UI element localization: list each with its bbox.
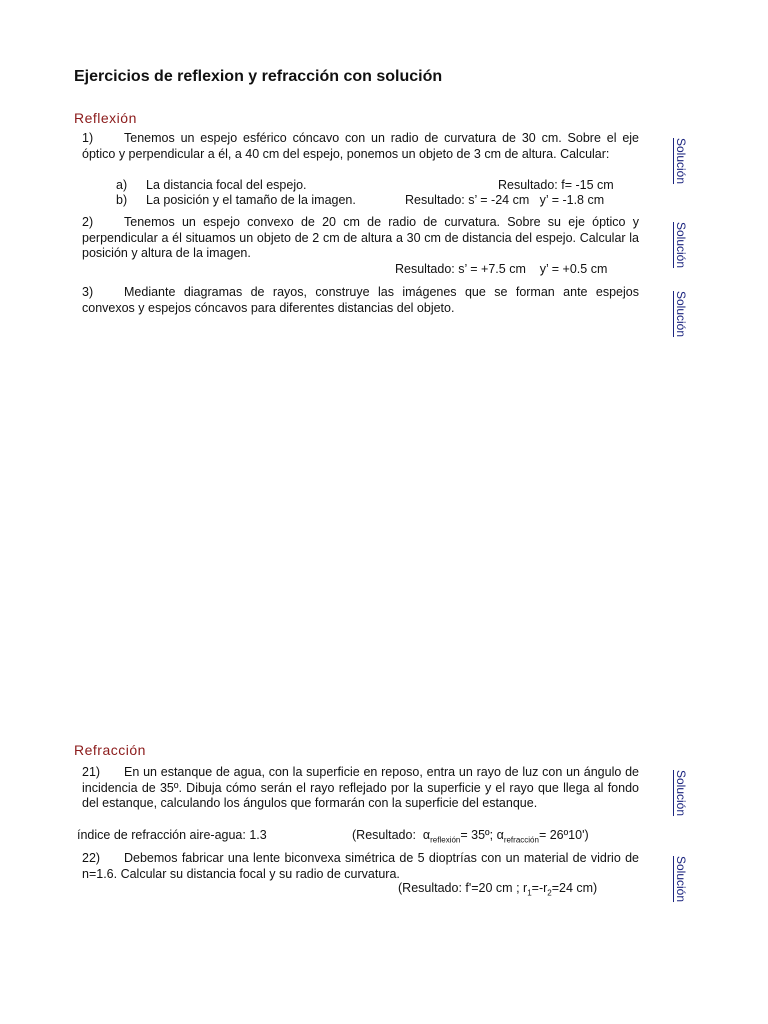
exercise-text: Tenemos un espejo esférico cóncavo con un radio de curvatura de 30 cm. Sobre el eje óptico y perpendicular a él, a 40 cm del espejo, ponemos un objeto de 3 cm de altura. Calcular:: [82, 131, 639, 161]
solution-link-1[interactable]: Solución: [674, 138, 688, 185]
result-21: [352, 828, 589, 845]
exercise-2: [82, 215, 639, 262]
page-title: Ejercicios de reflexion y refracción con solución: [74, 68, 443, 85]
result-part: =-r: [531, 881, 548, 895]
result-prefix: (Resultado:: [352, 828, 416, 842]
sub-label: b): [116, 193, 128, 207]
sub-label: a): [116, 178, 128, 192]
subscript-2: 2: [547, 888, 552, 898]
refraccion-subscript: refracción: [503, 835, 539, 845]
exercise-number: 1): [82, 131, 94, 145]
solution-link-2[interactable]: Solución: [674, 222, 688, 269]
solution-link-22[interactable]: Solución: [674, 856, 688, 903]
result-22: [398, 881, 597, 898]
exercise-number: 2): [82, 215, 94, 229]
reflexion-subscript: reflexión: [430, 835, 461, 845]
alpha-symbol: α: [496, 828, 504, 842]
solution-link-3[interactable]: Solución: [674, 291, 688, 338]
result-2: Resultado: s’ = +7.5 cm y’ = +0.5 cm: [395, 262, 608, 276]
exercise-22: [82, 851, 639, 882]
sub-question-a: [116, 178, 307, 192]
reflexion-angle: = 35º;: [460, 828, 494, 842]
alpha-symbol: α: [422, 828, 431, 842]
result-1b: Resultado: s’ = -24 cm y’ = -1.8 cm: [405, 193, 605, 207]
exercise-3: [82, 285, 639, 316]
exercise-21: [82, 765, 639, 812]
section-heading-refraccion: Refracción: [74, 742, 146, 758]
exercise-number: 21): [82, 765, 101, 779]
solution-link-21[interactable]: Solución: [674, 770, 688, 817]
subscript-1: 1: [527, 888, 532, 898]
result-part: =24 cm): [551, 881, 598, 895]
exercise-text: Tenemos un espejo convexo de 20 cm de radio de curvatura. Sobre su eje óptico y perpendicular a él situamos un objeto de 2 cm de altura a 30 cm de distancia del espejo. Calcular la posición y altura de la imagen.: [82, 215, 639, 260]
exercise-number: 22): [82, 851, 101, 865]
sub-question-b: [116, 193, 356, 207]
exercise-text: Debemos fabricar una lente biconvexa simétrica de 5 dioptrías con un material de vidrio de n=1.6. Calcular su distancia focal y su radio de curvatura.: [82, 851, 639, 881]
exercise-text: Mediante diagramas de rayos, construye las imágenes que se forman ante espejos convexos y espejos cóncavos para diferentes distancias del objeto.: [82, 285, 639, 315]
sub-text: La distancia focal del espejo.: [146, 178, 307, 192]
exercise-number: 3): [82, 285, 94, 299]
result-part: (Resultado: f'=20 cm ; r: [398, 881, 528, 895]
refraccion-angle: = 26º10'): [538, 828, 589, 842]
result-1a: Resultado: f= -15 cm: [498, 178, 614, 192]
exercise-1: [82, 131, 639, 162]
refraction-index-note: índice de refracción aire-agua: 1.3: [77, 828, 267, 842]
section-heading-reflexion: Reflexión: [74, 110, 137, 126]
sub-text: La posición y el tamaño de la imagen.: [146, 193, 356, 207]
exercise-text: En un estanque de agua, con la superficie en reposo, entra un rayo de luz con un ángulo de incidencia de 35º. Dibuja cómo serán el rayo reflejado por la superficie y el rayo que llega al fondo del estanque, calculando los ángulos que formarán con la superficie del estanque.: [82, 765, 639, 810]
